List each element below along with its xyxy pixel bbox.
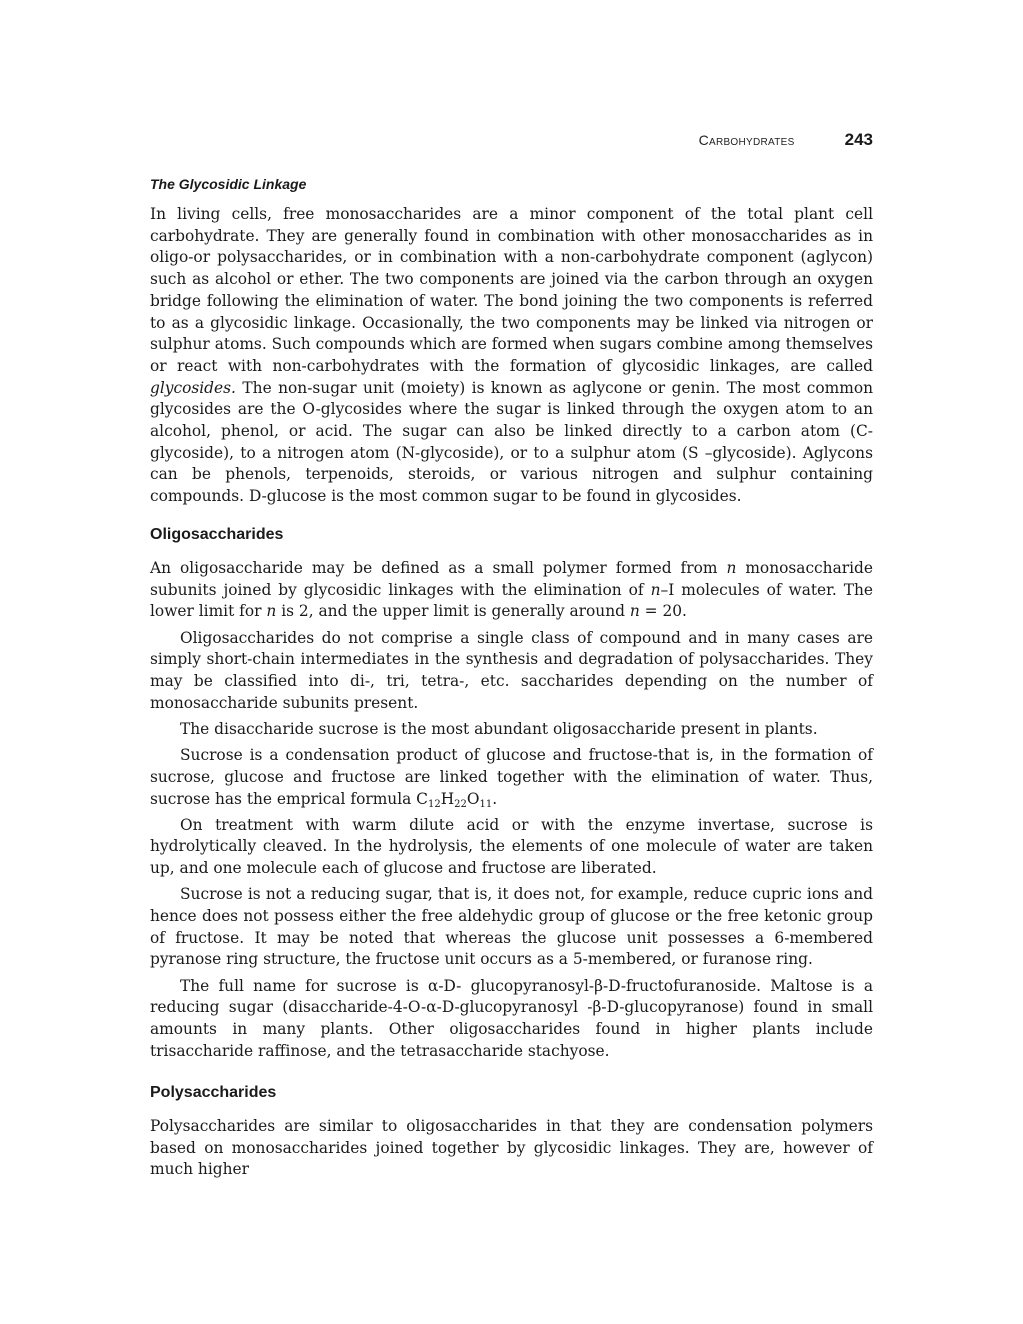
paragraph [150,745,873,810]
paragraph: The full name for sucrose is α-D- glucopyranosyl-β-D-fructofuranoside. Maltose is a reducing sugar (disaccharide-4-O-α-D-glucopyranosyl -β-D-glucopyranose) found in small amounts in many plants. Other oligosaccharides found in higher plants include trisaccharide raffinose, and the tetrasaccharide stachyose. [150,976,873,1060]
variable-n: n [726,559,737,577]
paragraph: On treatment with warm dilute acid or with the enzyme invertase, sucrose is hydrolytically cleaved. In the hydrolysis, the elements of one molecule of water are taken up, and one molecule each of glucose and fructose are liberated. [150,815,873,878]
text-run: H [440,789,455,808]
paragraph: Polysaccharides are similar to oligosaccharides in that they are condensation polymers based on monosaccharides joined together by glycosidic linkages. They are, however of much higher [150,1117,873,1179]
heading-oligosaccharides: Oligosaccharides [150,526,284,543]
polysaccharides-section [150,1116,873,1181]
heading-polysaccharides: Polysaccharides [150,1084,277,1101]
paragraph [150,204,873,508]
paragraph: Sucrose is not a reducing sugar, that is, it does not, for example, reduce cupric ions and hence does not possess either the free aldehydic group of glucose or the free ketonic group of fructose. It may be noted that whereas the glucose unit possesses a 6-membered pyranose ring structure, the fructose unit occurs as a 5-membered, or furanose ring. [150,885,873,969]
variable-n: n [650,580,661,599]
term-glycosides: glycosides. [150,378,236,397]
text-run: = 20. [639,602,687,621]
text-run: An oligosaccharide may be defined as a small polymer formed from [150,559,727,577]
text-run: Sucrose is a condensation product of glucose and fructose-that is, in the formation of sucrose, glucose and fructose are linked together with the elimination of water. Thus, sucrose has the emprical formula C [150,746,873,808]
text-run: is 2, and the upper limit is generally around [276,602,630,621]
text-run: O [466,789,480,808]
paragraph [150,558,873,623]
text-run: monosaccharide subunits joined by glycosidic linkages with the elimination of [150,559,874,599]
text-run: In living cells, free monosaccharides are a minor component of the total plant cell carbohydrate. They are generally found in combination with other monosaccharides as in oligo-or polysaccharides, or in combination with a non-carbohydrate component (aglycon) such as alcohol or ether. The two components are joined via the carbon through an oxygen bridge following the elimination of water. The bond joining the two components is referred to as a glycosidic linkage. Occasionally, the two components may be linked via nitrogen or sulphur atoms. Such compounds which are formed when sugars combine among themselves or react with non-carbohydrates with the formation of glycosidic linkages, are called [150,205,873,375]
text-run: –I molecules of water. The lower limit for [150,580,873,621]
text-run: The non-sugar unit (moiety) is known as aglycone or genin. The most common glycosides are the O-glycosides where the sugar is linked through the oxygen atom to an alcohol, phenol, or acid. The sugar can also be linked directly to a carbon atom (C-glycoside), to a nitrogen atom (N-glycoside), or to a sulphur atom (S –glycoside). Aglycons can be phenols, terpenoids, steroids, or various nitrogen and sulphur containing compounds. D-glucose is the most common sugar to be found in glycosides. [150,378,873,506]
subscript: 12 [427,798,441,810]
subscript: 11 [479,798,493,810]
page-number: 243 [844,130,873,149]
paragraph: The disaccharide sucrose is the most abundant oligosaccharide present in plants. [180,719,818,738]
text-run: . [492,789,498,808]
variable-n: n [266,602,277,621]
paragraph: Oligosaccharides do not comprise a single class of compound and in many cases are simply short-chain intermediates in the synthesis and degradation of polysaccharides. They may be classified into di-, tri, tetra-, etc. saccharides depending on the number of monosaccharide subunits present. [150,628,873,712]
subheading-glycosidic-linkage: The Glycosidic Linkage [150,176,307,192]
glycosidic-section [150,204,873,508]
variable-n: n [629,602,640,621]
running-head [699,130,873,150]
subscript: 22 [454,798,467,810]
running-title: Carbohydrates [698,132,795,148]
oligosaccharides-section [150,558,873,1062]
